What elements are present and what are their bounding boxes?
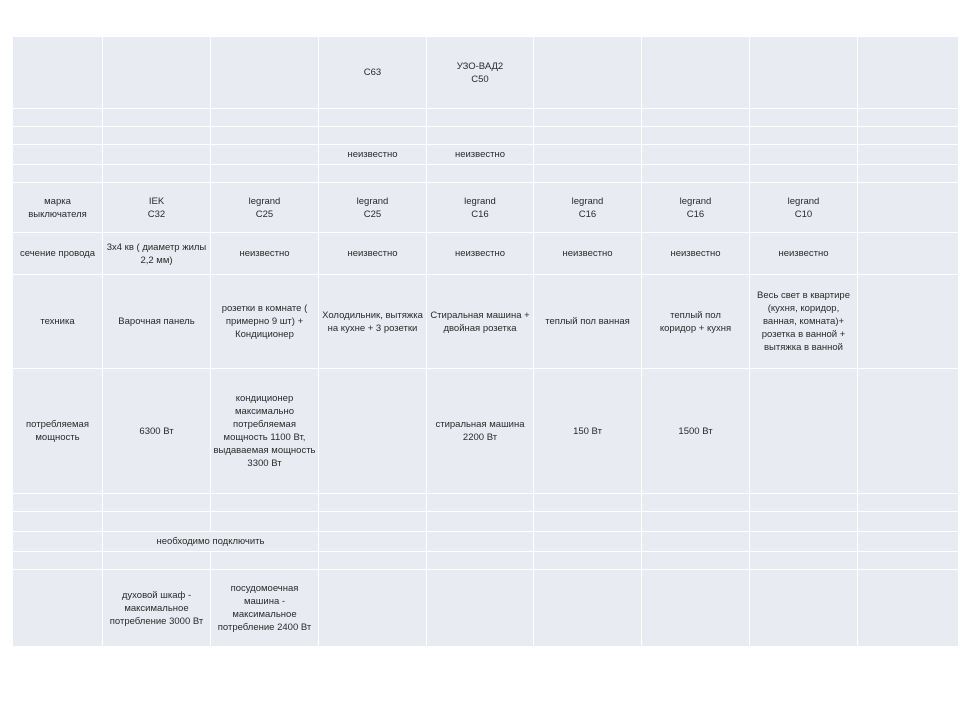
table-cell (103, 165, 211, 183)
table-cell (103, 552, 211, 570)
table-cell: legrand C16 (534, 183, 642, 233)
table-cell (534, 532, 642, 552)
table-row (13, 532, 959, 552)
table-cell (13, 109, 103, 127)
table-cell (103, 127, 211, 145)
table-cell: legrand C10 (750, 183, 858, 233)
table-cell (211, 494, 319, 512)
table-cell: марка выключателя (13, 183, 103, 233)
table-row (13, 109, 959, 127)
table-cell (13, 570, 103, 647)
table-cell: потребляемая мощность (13, 369, 103, 494)
table-cell (534, 570, 642, 647)
table-cell (858, 512, 959, 532)
table-cell (642, 165, 750, 183)
table-cell (642, 512, 750, 532)
table-cell: Стиральная машина + двойная розетка (427, 275, 534, 369)
table-cell (534, 37, 642, 109)
table-row (13, 145, 959, 165)
table-row (13, 570, 959, 647)
table-cell: Холодильник, вытяжка на кухне + 3 розетки (319, 275, 427, 369)
table-cell: 6300 Вт (103, 369, 211, 494)
table-cell (642, 109, 750, 127)
table-cell (534, 494, 642, 512)
table-cell: теплый пол коридор + кухня (642, 275, 750, 369)
table-cell: IEK C32 (103, 183, 211, 233)
table-cell (750, 127, 858, 145)
table-cell: розетки в комнате ( примерно 9 шт) + Кондиционер (211, 275, 319, 369)
table-cell (858, 37, 959, 109)
table-cell (858, 145, 959, 165)
table-cell: посудомоечная машина - максимальное потребление 2400 Вт (211, 570, 319, 647)
table-cell (13, 165, 103, 183)
table-cell (319, 109, 427, 127)
table-cell (858, 183, 959, 233)
table-cell: сечение провода (13, 233, 103, 275)
table-cell: неизвестно (534, 233, 642, 275)
table-cell (211, 165, 319, 183)
table-cell: необходимо подключить (103, 532, 319, 552)
table-cell: неизвестно (642, 233, 750, 275)
table-cell (13, 494, 103, 512)
table-cell (427, 552, 534, 570)
table-cell (319, 552, 427, 570)
table-row (13, 165, 959, 183)
table-cell (211, 127, 319, 145)
table-cell (103, 494, 211, 512)
table-cell (858, 275, 959, 369)
table-cell (858, 109, 959, 127)
table-cell (319, 532, 427, 552)
table-cell (211, 512, 319, 532)
table-cell (858, 570, 959, 647)
table-cell (427, 165, 534, 183)
table-cell: С63 (319, 37, 427, 109)
table-cell (319, 512, 427, 532)
table-cell: legrand C25 (211, 183, 319, 233)
table-cell (103, 512, 211, 532)
table-cell (534, 552, 642, 570)
table-cell (642, 145, 750, 165)
table-cell (211, 145, 319, 165)
table-cell: духовой шкаф - максимальное потребление 3000 Вт (103, 570, 211, 647)
table-cell: неизвестно (427, 145, 534, 165)
table-cell: УЗО-ВАД2 С50 (427, 37, 534, 109)
table-cell: legrand C25 (319, 183, 427, 233)
table-cell: неизвестно (319, 233, 427, 275)
table-cell: legrand C16 (642, 183, 750, 233)
table-cell (858, 494, 959, 512)
table-cell (750, 145, 858, 165)
table-cell: неизвестно (319, 145, 427, 165)
table-row (13, 494, 959, 512)
table-cell (858, 552, 959, 570)
table-cell (858, 233, 959, 275)
table-cell: 3х4 кв ( диаметр жилы 2,2 мм) (103, 233, 211, 275)
table-row (13, 512, 959, 532)
table-cell (211, 37, 319, 109)
table-cell (642, 494, 750, 512)
table-row (13, 37, 959, 109)
table-cell (750, 552, 858, 570)
table-cell (534, 127, 642, 145)
table-cell (534, 109, 642, 127)
table-cell: Варочная панель (103, 275, 211, 369)
table-cell (427, 494, 534, 512)
table-cell (319, 127, 427, 145)
table-body (13, 37, 959, 647)
table-cell (750, 369, 858, 494)
table-cell (642, 570, 750, 647)
table-cell (534, 512, 642, 532)
table-cell: стиральная машина 2200 Вт (427, 369, 534, 494)
table-cell: теплый пол ванная (534, 275, 642, 369)
table-cell (427, 570, 534, 647)
table-cell: неизвестно (211, 233, 319, 275)
table-cell (642, 37, 750, 109)
table-cell (750, 165, 858, 183)
table-cell (319, 570, 427, 647)
table-cell (211, 552, 319, 570)
table-cell (534, 145, 642, 165)
table-cell (103, 145, 211, 165)
table-row (13, 369, 959, 494)
table-cell: неизвестно (750, 233, 858, 275)
table-cell (319, 165, 427, 183)
table-cell (13, 532, 103, 552)
table-cell: кондиционер максимально потребляемая мощность 1100 Вт, выдаваемая мощность 3300 Вт (211, 369, 319, 494)
table-cell (858, 165, 959, 183)
table-cell (858, 532, 959, 552)
table-cell: техника (13, 275, 103, 369)
table-cell: legrand C16 (427, 183, 534, 233)
spreadsheet-area (12, 36, 958, 647)
table-cell (103, 37, 211, 109)
table-cell (750, 512, 858, 532)
table-cell (13, 552, 103, 570)
circuit-breaker-table (12, 36, 959, 647)
table-cell (750, 494, 858, 512)
table-cell (427, 512, 534, 532)
table-cell (211, 109, 319, 127)
table-cell (534, 165, 642, 183)
table-cell (858, 127, 959, 145)
table-cell (427, 109, 534, 127)
table-cell (750, 109, 858, 127)
table-cell: Весь свет в квартире (кухня, коридор, ванная, комната)+ розетка в ванной + вытяжка в ванной (750, 275, 858, 369)
table-cell (642, 127, 750, 145)
table-row (13, 183, 959, 233)
table-cell (427, 127, 534, 145)
table-cell: 1500 Вт (642, 369, 750, 494)
table-row (13, 233, 959, 275)
table-cell (858, 369, 959, 494)
table-cell: неизвестно (427, 233, 534, 275)
table-cell (103, 109, 211, 127)
table-cell (750, 570, 858, 647)
table-row (13, 275, 959, 369)
table-cell (319, 369, 427, 494)
table-cell (13, 145, 103, 165)
table-cell (13, 37, 103, 109)
table-cell (13, 127, 103, 145)
table-cell (750, 532, 858, 552)
table-cell (642, 552, 750, 570)
table-cell (319, 494, 427, 512)
table-cell: 150 Вт (534, 369, 642, 494)
table-cell (13, 512, 103, 532)
table-row (13, 127, 959, 145)
table-cell (427, 532, 534, 552)
table-cell (642, 532, 750, 552)
table-cell (750, 37, 858, 109)
table-row (13, 552, 959, 570)
